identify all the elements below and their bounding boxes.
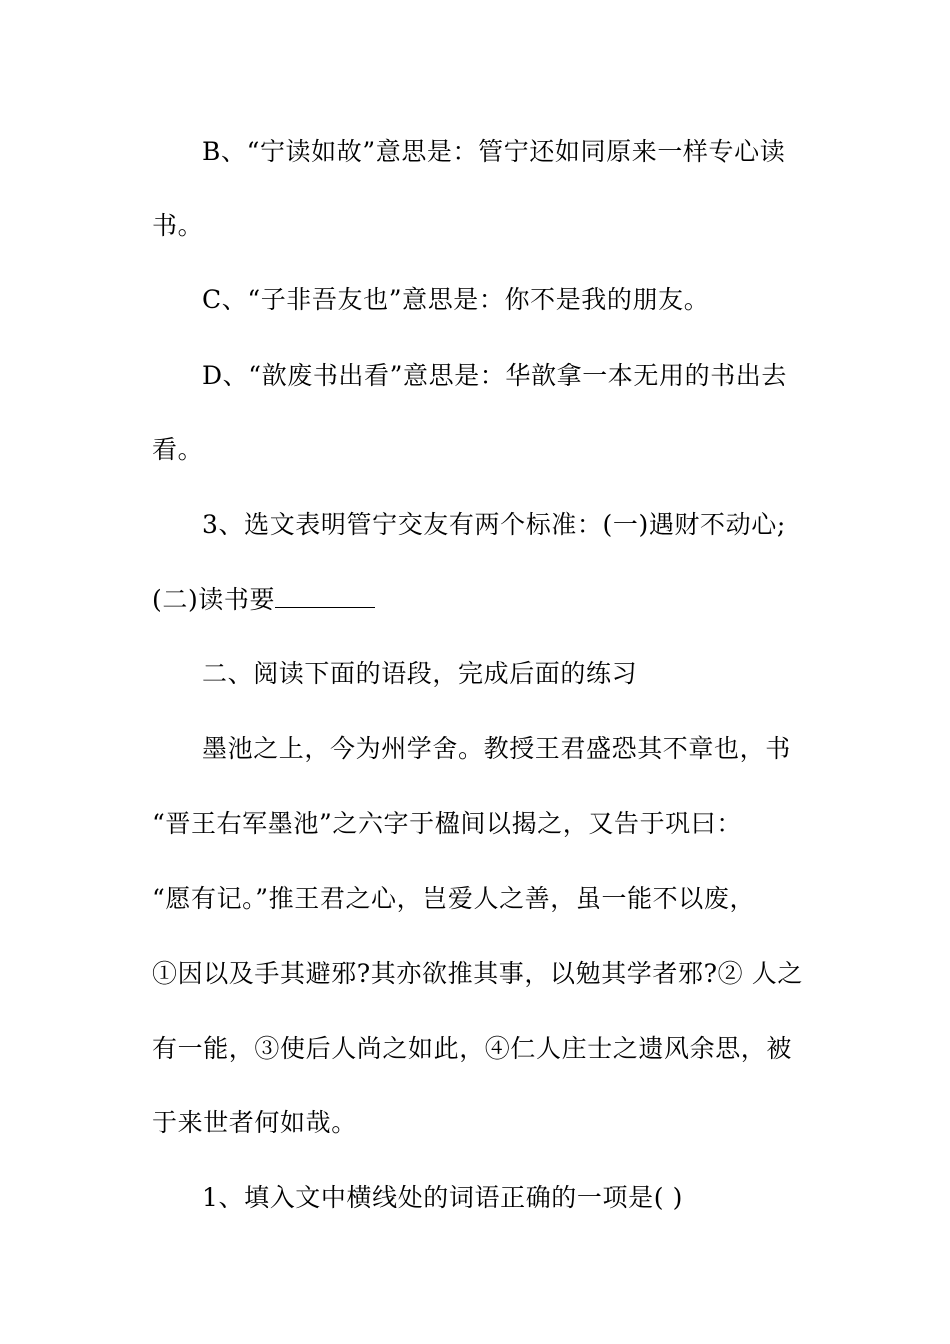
passage-line-3: “愿有记。”推王君之心，岂爱人之善，虽一能不以废， bbox=[152, 884, 756, 913]
question-1-line: 1、填入文中横线处的词语正确的一项是( ) bbox=[202, 1183, 683, 1212]
passage-line-5: 有一能，③使后人尚之如此，④仁人庄士之遗风余思，被 bbox=[152, 1034, 793, 1063]
passage-line-6: 于来世者何如哉。 bbox=[152, 1108, 357, 1137]
option-d-line-2: 看。 bbox=[152, 435, 204, 464]
option-b-line-2: 书。 bbox=[152, 211, 204, 240]
passage-line-1: 墨池之上，今为州学舍。教授王君盛恐其不章也，书 bbox=[202, 734, 791, 763]
question-3-line-1: 3、选文表明管宁交友有两个标准：(一)遇财不动心; bbox=[202, 510, 786, 539]
passage-line-4: ①因以及手其避邪?其亦欲推其事，以勉其学者邪?② 人之 bbox=[152, 959, 803, 988]
question-3-line-2 bbox=[152, 585, 812, 615]
question-3-text: (二)读书要 bbox=[152, 585, 276, 614]
option-d-line-1: D、“歆废书出看”意思是：华歆拿一本无用的书出去 bbox=[202, 361, 788, 390]
section-2-heading: 二、阅读下面的语段，完成后面的练习 bbox=[202, 659, 638, 688]
passage-line-2: “晋王右军墨池”之六字于楹间以揭之，又告于巩曰： bbox=[152, 809, 742, 838]
option-c-line: C、“子非吾友也”意思是：你不是我的朋友。 bbox=[202, 285, 710, 314]
answer-blank bbox=[275, 585, 375, 608]
option-b-line-1: B、“宁读如故”意思是：管宁还如同原来一样专心读 bbox=[202, 137, 786, 166]
